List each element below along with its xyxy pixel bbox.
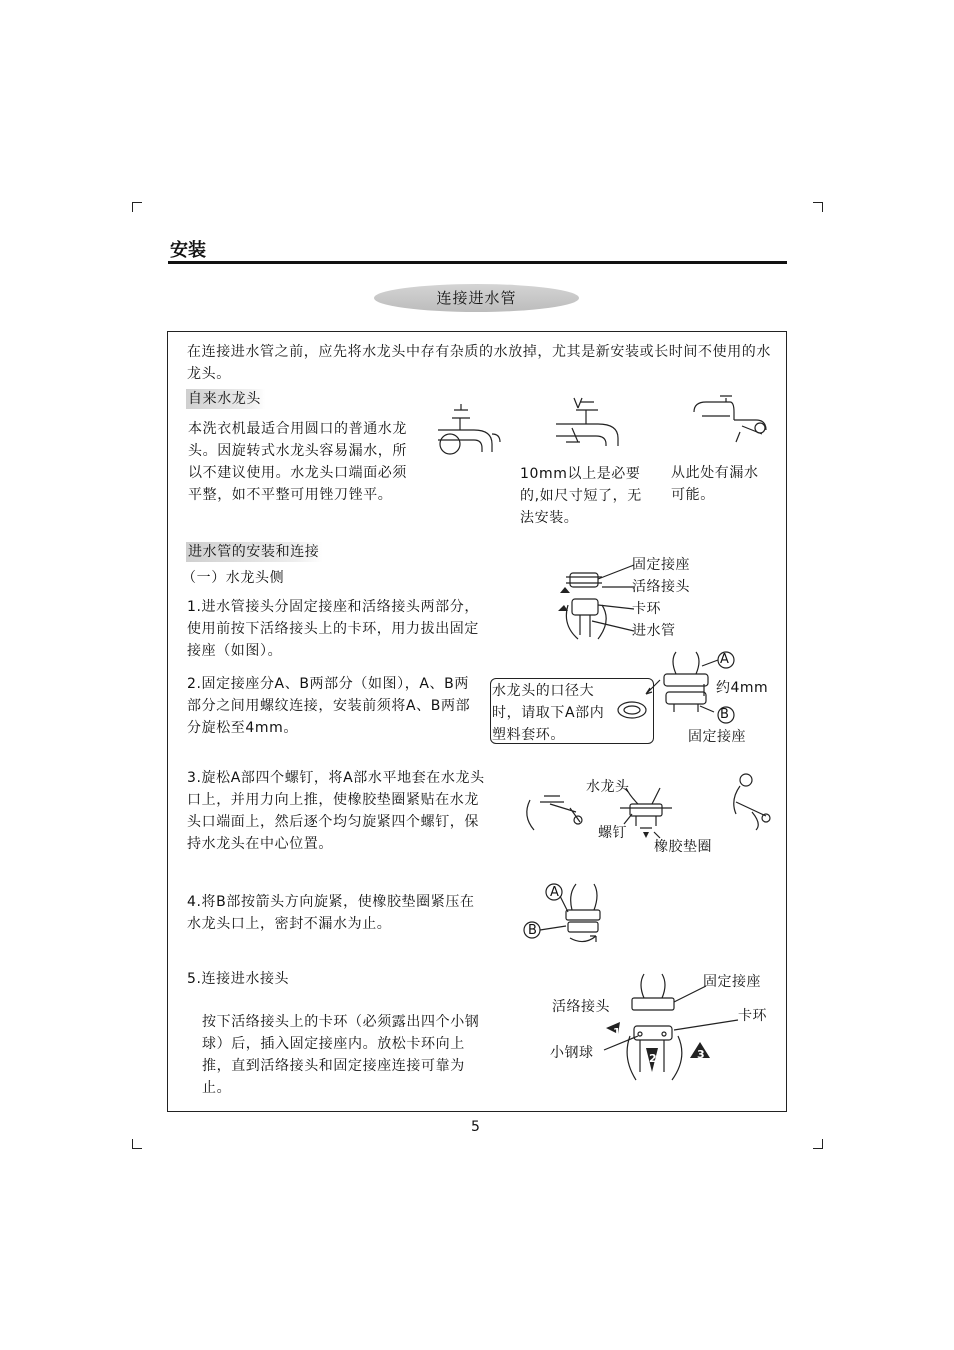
step3-text: 3.旋松A部四个螺钉，将A部水平地套在水龙头口上，并用力向上推，使橡胶垫圈紧贴在水龙头口端面上，然后逐个均匀旋紧四个螺钉，保持水龙头在中心位置。 bbox=[187, 770, 485, 852]
crop-mark-top-left bbox=[132, 202, 142, 212]
step5-label-ball: 小钢球 bbox=[550, 1045, 594, 1061]
label-coupler: 活络接头 bbox=[632, 579, 690, 595]
hose-subtitle: （一）水龙头侧 bbox=[182, 570, 285, 586]
label-gasket: 橡胶垫圈 bbox=[654, 839, 712, 855]
intro-text: 在连接进水管之前，应先将水龙头中存有杂质的水放掉，尤其是新安装或长时间不使用的水龙头。 bbox=[187, 344, 771, 382]
tap-10mm-illustration bbox=[548, 398, 628, 463]
hand-tighten-left-illustration bbox=[520, 790, 590, 840]
caption-leak: 从此处有漏水可能。 bbox=[671, 465, 759, 503]
step5-text: 按下活络接头上的卡环（必须露出四个小钢球）后，插入固定接座内。放松卡环向上推，直到活络接头和固定接座连接可靠为止。 bbox=[202, 1014, 480, 1096]
caption-10mm: 10mm以上是必要的,如尺寸短了，无法安装。 bbox=[520, 466, 642, 526]
step5-number-1: 1 bbox=[613, 1026, 622, 1039]
step2-note: 水龙头的口径大时，请取下A部内塑料套环。 bbox=[492, 683, 605, 743]
label-fixed-seat-2: 固定接座 bbox=[688, 729, 746, 745]
label-gap-4mm: 约4mm bbox=[716, 680, 769, 696]
step4-text: 4.将B部按箭头方向旋紧，使橡胶垫圈紧压在水龙头口上，密封不漏水为止。 bbox=[187, 894, 475, 932]
label-hose: 进水管 bbox=[632, 623, 676, 639]
step5-title: 5.连接进水接头 bbox=[187, 971, 290, 987]
leak-tap-illustration bbox=[690, 398, 775, 448]
coupler-illustration bbox=[552, 565, 637, 645]
crop-mark-bottom-right bbox=[813, 1139, 823, 1149]
hand-tighten-right-illustration bbox=[716, 772, 776, 832]
round-tap-illustration bbox=[430, 400, 510, 460]
label-clip-ring: 卡环 bbox=[632, 601, 661, 617]
tap-title: 自来水龙头 bbox=[186, 389, 265, 409]
step5-label-ring: 卡环 bbox=[738, 1008, 767, 1024]
label-screw: 螺钉 bbox=[598, 825, 627, 841]
step4-badge-b: B bbox=[528, 923, 538, 938]
hose-title: 进水管的安装和连接 bbox=[186, 542, 323, 562]
label-tap: 水龙头 bbox=[586, 779, 630, 795]
heading-pill: 连接进水管 bbox=[374, 284, 579, 312]
step4-badge-a: A bbox=[550, 885, 560, 900]
step5-number-2: 2 bbox=[649, 1052, 658, 1065]
step5-label-seat: 固定接座 bbox=[703, 974, 761, 990]
step1-text: 1.进水管接头分固定接座和活络接头两部分，使用前按下活络接头上的卡环，用力拔出固定接座（如图）。 bbox=[187, 599, 479, 659]
section-rule bbox=[168, 261, 787, 264]
section-title: 安装 bbox=[170, 240, 206, 261]
step5-number-3: 3 bbox=[697, 1048, 706, 1061]
page-number: 5 bbox=[471, 1119, 480, 1135]
tap-body: 本洗衣机最适合用圆口的普通水龙头。因旋转式水龙头容易漏水，所以不建议使用。水龙头口端面必须平整，如不平整可用锉刀锉平。 bbox=[188, 421, 407, 503]
badge-b-label: B bbox=[720, 707, 730, 722]
label-fixed-seat: 固定接座 bbox=[632, 557, 690, 573]
step5-label-coupler: 活络接头 bbox=[552, 999, 610, 1015]
step2-text: 2.固定接座分A、B两部分（如图），A、B两部分之间用螺纹连接，安装前须将A、B两部分旋松至4mm。 bbox=[187, 676, 471, 736]
crop-mark-bottom-left bbox=[132, 1139, 142, 1149]
crop-mark-top-right bbox=[813, 202, 823, 212]
badge-a-label: A bbox=[720, 652, 730, 667]
